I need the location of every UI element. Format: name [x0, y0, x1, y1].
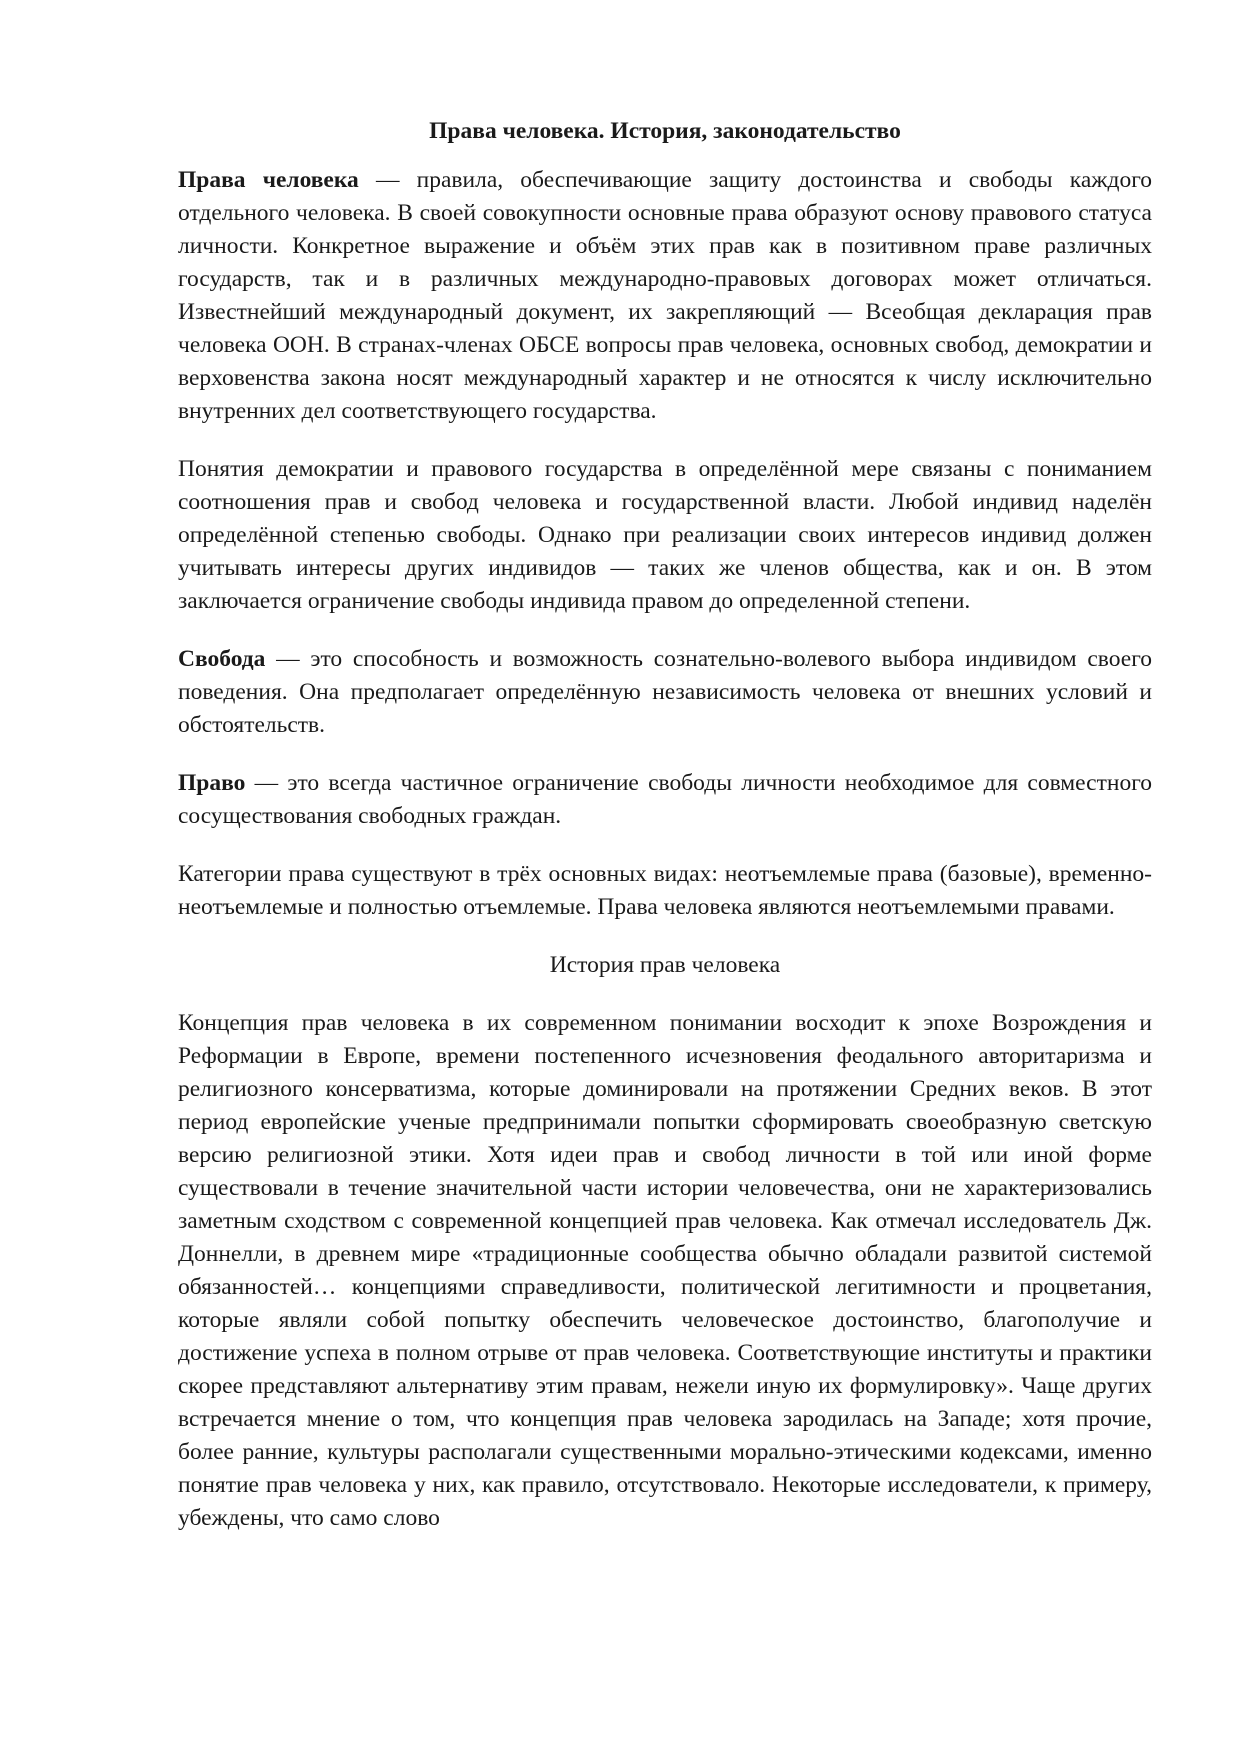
paragraph-text: — это всегда частичное ограничение свободы личности необходимое для совместного сосуществования свободных граждан. — [178, 770, 1152, 829]
term-human-rights: Права человека — [178, 167, 359, 193]
page-title: Права человека. История, законодательство — [429, 118, 901, 144]
paragraph-text: — правила, обеспечивающие защиту достоинства и свободы каждого отдельного человека. В своей совокупности основные права образуют основу правового статуса личности. Конкретное выражение и объём этих прав как в позитивном праве различных государств, так и в различных международно-правовых договорах может отличаться. Известнейший международный документ, их закрепляющий — Всеобщая декларация прав человека ООН. В странах-членах ОБСЕ вопросы прав человека, основных свобод, демократии и верховенства закона носят международный характер и не относятся к числу исключительно внутренних дел соответствующего государства. — [178, 167, 1152, 424]
section-heading: История прав человека — [549, 952, 781, 978]
term-law: Право — [178, 770, 246, 796]
paragraph-democracy — [178, 453, 1152, 618]
document-page — [178, 115, 1152, 1560]
paragraph-categories — [178, 858, 1152, 924]
paragraph-text: — это способность и возможность сознательно-волевого выбора индивидом своего поведения. Она предполагает определённую независимость человека от внешних условий и обстоятельств. — [178, 646, 1152, 738]
paragraph-law — [178, 767, 1152, 833]
paragraph-freedom — [178, 643, 1152, 742]
paragraph-history — [178, 1007, 1152, 1535]
term-freedom: Свобода — [178, 646, 266, 672]
paragraph-text: Понятия демократии и правового государства в определённой мере связаны с пониманием соотношения прав и свобод человека и государственной власти. Любой индивид наделён определённой степенью свободы. Однако при реализации своих интересов индивид должен учитывать интересы других индивидов — таких же членов общества, как и он. В этом заключается ограничение свободы индивида правом до определенной степени. — [178, 456, 1152, 614]
paragraph-human-rights — [178, 164, 1152, 428]
paragraph-text: Концепция прав человека в их современном понимании восходит к эпохе Возрождения и Реформации в Европе, времени постепенного исчезновения феодального авторитаризма и религиозного консерватизма, которые доминировали на протяжении Средних веков. В этот период европейские ученые предпринимали попытки сформировать своеобразную светскую версию религиозной этики. Хотя идеи прав и свобод личности в той или иной форме существовали в течение значительной части истории человечества, они не характеризовались заметным сходством с современной концепцией прав человека. Как отмечал исследователь Дж. Доннелли, в древнем мире «традиционные сообщества обычно обладали развитой системой обязанностей… концепциями справедливости, политической легитимности и процветания, которые являли собой попытку обеспечить человеческое достоинство, благополучие и достижение успеха в полном отрыве от прав человека. Соответствующие институты и практики скорее представляют альтернативу этим правам, нежели иную их формулировку». Чаще других встречается мнение о том, что концепция прав человека зародилась на Западе; хотя прочие, более ранние, культуры располагали существенными морально-этическими кодексами, именно понятие прав человека у них, как правило, отсутствовало. Некоторые исследователи, к примеру, убеждены, что само слово — [178, 1010, 1152, 1531]
paragraph-text: Категории права существуют в трёх основных видах: неотъемлемые права (базовые), временно-неотъемлемые и полностью отъемлемые. Права человека являются неотъемлемыми правами. — [178, 861, 1152, 920]
